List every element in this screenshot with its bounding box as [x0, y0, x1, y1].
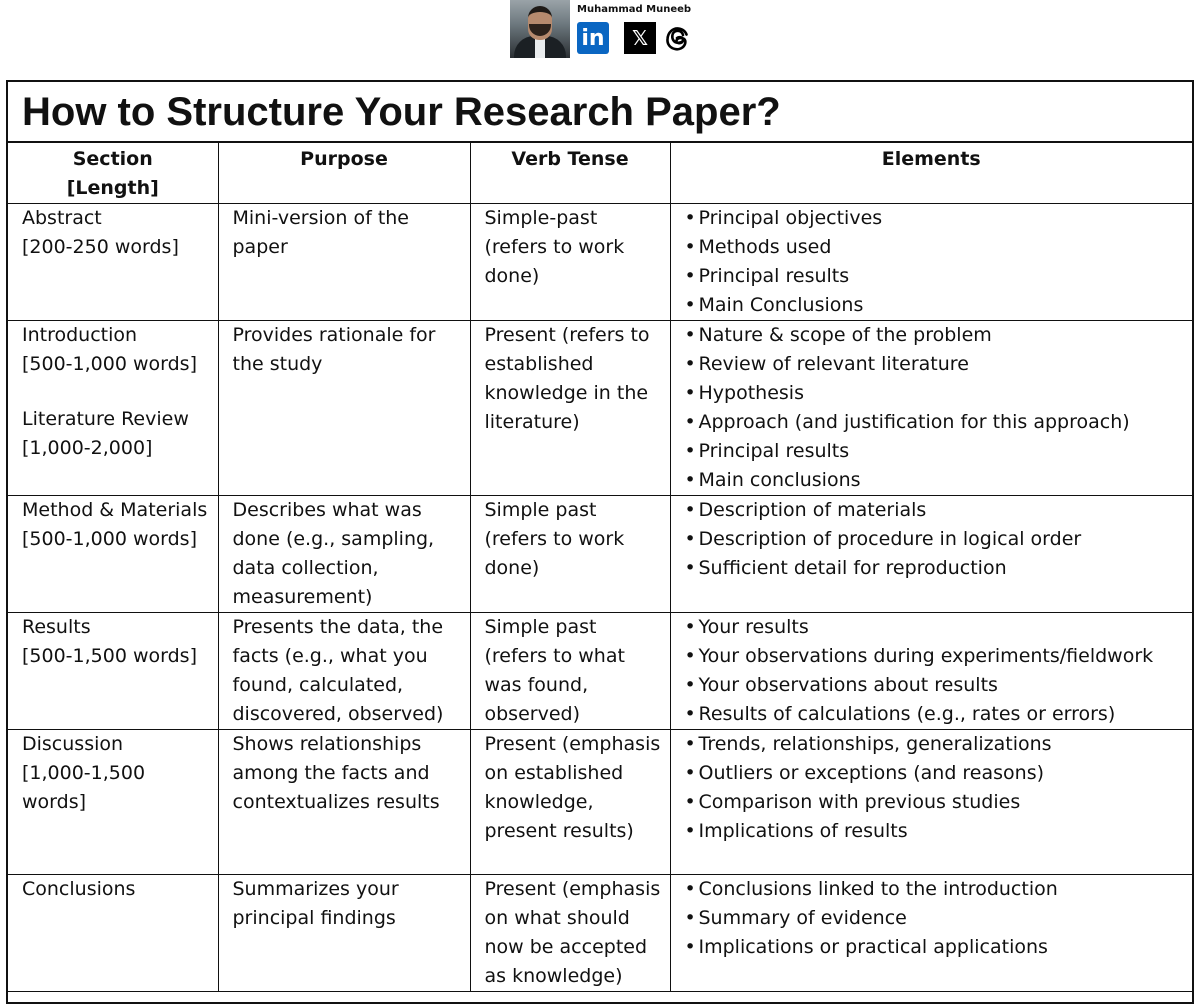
list-item: • Review of relevant literature — [685, 350, 1187, 379]
cell-section — [8, 321, 218, 496]
list-item: • Conclusions linked to the introduction — [685, 875, 1187, 904]
table-row — [8, 321, 1192, 496]
section-name: Results — [22, 616, 91, 638]
cell-purpose: Provides rationale for the study — [218, 321, 470, 496]
list-item: • Main Conclusions — [685, 291, 1187, 320]
cell-purpose: Describes what was done (e.g., sampling, data collection, measurement) — [218, 496, 470, 613]
list-item: • Approach (and justification for this approach) — [685, 408, 1187, 437]
cell-section — [8, 204, 218, 321]
structure-table — [8, 142, 1192, 992]
author-name: Muhammad Muneeb — [577, 4, 692, 15]
list-item: • Implications or practical applications — [685, 933, 1187, 962]
section-name: Abstract — [22, 207, 102, 229]
elements-list — [685, 496, 1187, 583]
table-header-row — [8, 143, 1192, 204]
list-item: • Principal results — [685, 262, 1187, 291]
column-header-verb-tense: Verb Tense — [470, 143, 670, 204]
threads-icon[interactable] — [662, 22, 694, 54]
cell-elements — [670, 496, 1192, 613]
linkedin-icon[interactable]: in — [577, 22, 609, 54]
section-length: [1,000-1,500 words] — [22, 762, 146, 813]
section-name: Literature Review — [22, 408, 189, 430]
elements-list — [685, 613, 1187, 729]
column-header-section: Section [Length] — [8, 143, 218, 204]
cell-section — [8, 875, 218, 992]
list-item: • Main conclusions — [685, 466, 1187, 495]
list-item: • Your observations about results — [685, 671, 1187, 700]
elements-list — [685, 875, 1187, 962]
list-item: • Outliers or exceptions (and reasons) — [685, 759, 1187, 788]
table-row — [8, 204, 1192, 321]
cell-verb-tense: Present (refers to established knowledge in the literature) — [470, 321, 670, 496]
elements-list — [685, 204, 1187, 320]
author-avatar — [510, 0, 570, 58]
cell-elements — [670, 204, 1192, 321]
cell-purpose: Summarizes your principal findings — [218, 875, 470, 992]
cell-elements — [670, 321, 1192, 496]
cell-section — [8, 730, 218, 875]
page-title: How to Structure Your Research Paper? — [8, 82, 1192, 142]
list-item: • Principal objectives — [685, 204, 1187, 233]
table-row — [8, 730, 1192, 875]
list-item: • Methods used — [685, 233, 1187, 262]
list-item: • Summary of evidence — [685, 904, 1187, 933]
list-item: • Sufficient detail for reproduction — [685, 554, 1187, 583]
table-row — [8, 496, 1192, 613]
cell-section — [8, 496, 218, 613]
list-item: • Description of materials — [685, 496, 1187, 525]
column-header-purpose: Purpose — [218, 143, 470, 204]
section-length: [500-1,000 words] — [22, 353, 197, 375]
cell-section — [8, 613, 218, 730]
section-name: Conclusions — [22, 878, 136, 900]
elements-list — [685, 730, 1187, 846]
list-item: • Comparison with previous studies — [685, 788, 1187, 817]
cell-verb-tense: Present (emphasis on established knowledge, present results) — [470, 730, 670, 875]
structure-table-card — [6, 80, 1194, 1004]
list-item: • Trends, relationships, generalizations — [685, 730, 1187, 759]
cell-verb-tense: Present (emphasis on what should now be accepted as knowledge) — [470, 875, 670, 992]
cell-verb-tense: Simple-past (refers to work done) — [470, 204, 670, 321]
list-item: • Results of calculations (e.g., rates or errors) — [685, 700, 1187, 729]
cell-purpose: Presents the data, the facts (e.g., what you found, calculated, discovered, observed) — [218, 613, 470, 730]
list-item: • Your results — [685, 613, 1187, 642]
table-row — [8, 875, 1192, 992]
cell-purpose: Shows relationships among the facts and contextualizes results — [218, 730, 470, 875]
list-item: • Hypothesis — [685, 379, 1187, 408]
cell-elements — [670, 613, 1192, 730]
column-header-elements: Elements — [670, 143, 1192, 204]
section-length: [1,000-2,000] — [22, 437, 153, 459]
elements-list — [685, 321, 1187, 495]
cell-elements — [670, 875, 1192, 992]
section-name: Discussion — [22, 733, 124, 755]
author-header — [510, 0, 710, 62]
section-name: Method & Materials — [22, 499, 208, 521]
list-item: • Your observations during experiments/fieldwork — [685, 642, 1187, 671]
cell-elements — [670, 730, 1192, 875]
list-item: • Nature & scope of the problem — [685, 321, 1187, 350]
section-length: [500-1,000 words] — [22, 528, 197, 550]
cell-verb-tense: Simple past (refers to work done) — [470, 496, 670, 613]
cell-verb-tense: Simple past (refers to what was found, observed) — [470, 613, 670, 730]
table-row — [8, 613, 1192, 730]
x-icon[interactable]: 𝕏 — [624, 22, 656, 54]
section-name: Introduction — [22, 324, 138, 346]
section-length: [200-250 words] — [22, 236, 179, 258]
cell-purpose: Mini-version of the paper — [218, 204, 470, 321]
list-item: • Description of procedure in logical order — [685, 525, 1187, 554]
list-item: • Implications of results — [685, 817, 1187, 846]
section-length: [500-1,500 words] — [22, 645, 197, 667]
list-item: • Principal results — [685, 437, 1187, 466]
